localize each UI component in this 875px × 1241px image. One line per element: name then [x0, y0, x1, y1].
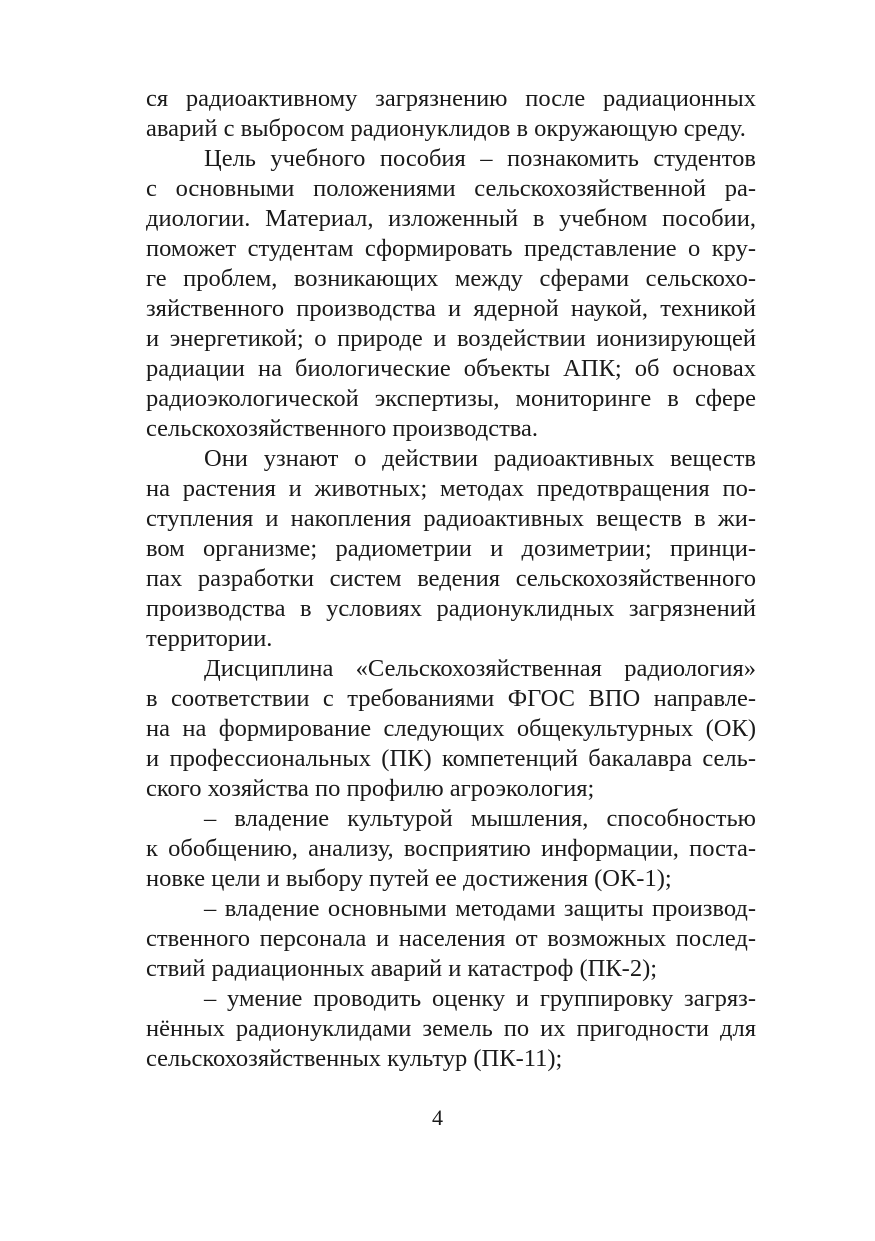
text-line: в соответствии с требованиями ФГОС ВПО направле-	[146, 685, 756, 712]
text-line: ся радиоактивному загрязнению после радиационных	[146, 85, 756, 112]
text-line: вом организме; радиометрии и дозиметрии; принци-	[146, 535, 756, 562]
text-line: на растения и животных; методах предотвращения по-	[146, 475, 756, 502]
page-number: 4	[432, 1105, 443, 1130]
text-line: аварий с выбросом радионуклидов в окружающую среду.	[146, 115, 746, 142]
text-line: территории.	[146, 625, 273, 652]
text-line: новке цели и выбору путей ее достижения (ОК-1);	[146, 865, 672, 892]
text-line: радиоэкологической экспертизы, мониторинге в сфере	[146, 385, 756, 412]
text-line: сельскохозяйственного производства.	[146, 415, 539, 442]
text-line: ступления и накопления радиоактивных веществ в жи-	[146, 505, 756, 532]
text-line: ского хозяйства по профилю агроэкология;	[146, 775, 595, 802]
text-line: нённых радионуклидами земель по их пригодности для	[146, 1015, 756, 1042]
text-line: поможет студентам сформировать представление о кру-	[146, 235, 756, 262]
text-line: радиации на биологические объекты АПК; об основах	[146, 355, 756, 382]
text-line: ствий радиационных аварий и катастроф (ПК-2);	[146, 955, 658, 982]
text-line: на на формирование следующих общекультурных (ОК)	[146, 715, 756, 742]
text-line: пах разработки систем ведения сельскохозяйственного	[146, 565, 756, 592]
text-line: Цель учебного пособия – познакомить студентов	[204, 145, 756, 172]
text-line: и энергетикой; о природе и воздействии ионизирующей	[146, 325, 756, 352]
text-line: ственного персонала и населения от возможных послед-	[146, 925, 756, 952]
text-line: зяйственного производства и ядерной наукой, техникой	[146, 295, 756, 322]
text-line: – владение основными методами защиты производ-	[204, 895, 756, 922]
text-line: диологии. Материал, изложенный в учебном пособии,	[146, 205, 756, 232]
text-line: Они узнают о действии радиоактивных веществ	[204, 445, 756, 472]
text-line: к обобщению, анализу, восприятию информации, поста-	[146, 835, 756, 862]
text-line: и профессиональных (ПК) компетенций бакалавра сель-	[146, 745, 756, 772]
text-line: – умение проводить оценку и группировку загряз-	[204, 985, 756, 1012]
text-line: – владение культурой мышления, способностью	[204, 805, 756, 832]
text-line: ге проблем, возникающих между сферами сельскохо-	[146, 265, 756, 292]
text-line: Дисциплина «Сельскохозяйственная радиология»	[204, 655, 756, 682]
text-line: производства в условиях радионуклидных загрязнений	[146, 595, 756, 622]
text-line: с основными положениями сельскохозяйственной ра-	[146, 175, 756, 202]
text-line: сельскохозяйственных культур (ПК-11);	[146, 1045, 563, 1072]
body-text	[146, 84, 756, 1074]
